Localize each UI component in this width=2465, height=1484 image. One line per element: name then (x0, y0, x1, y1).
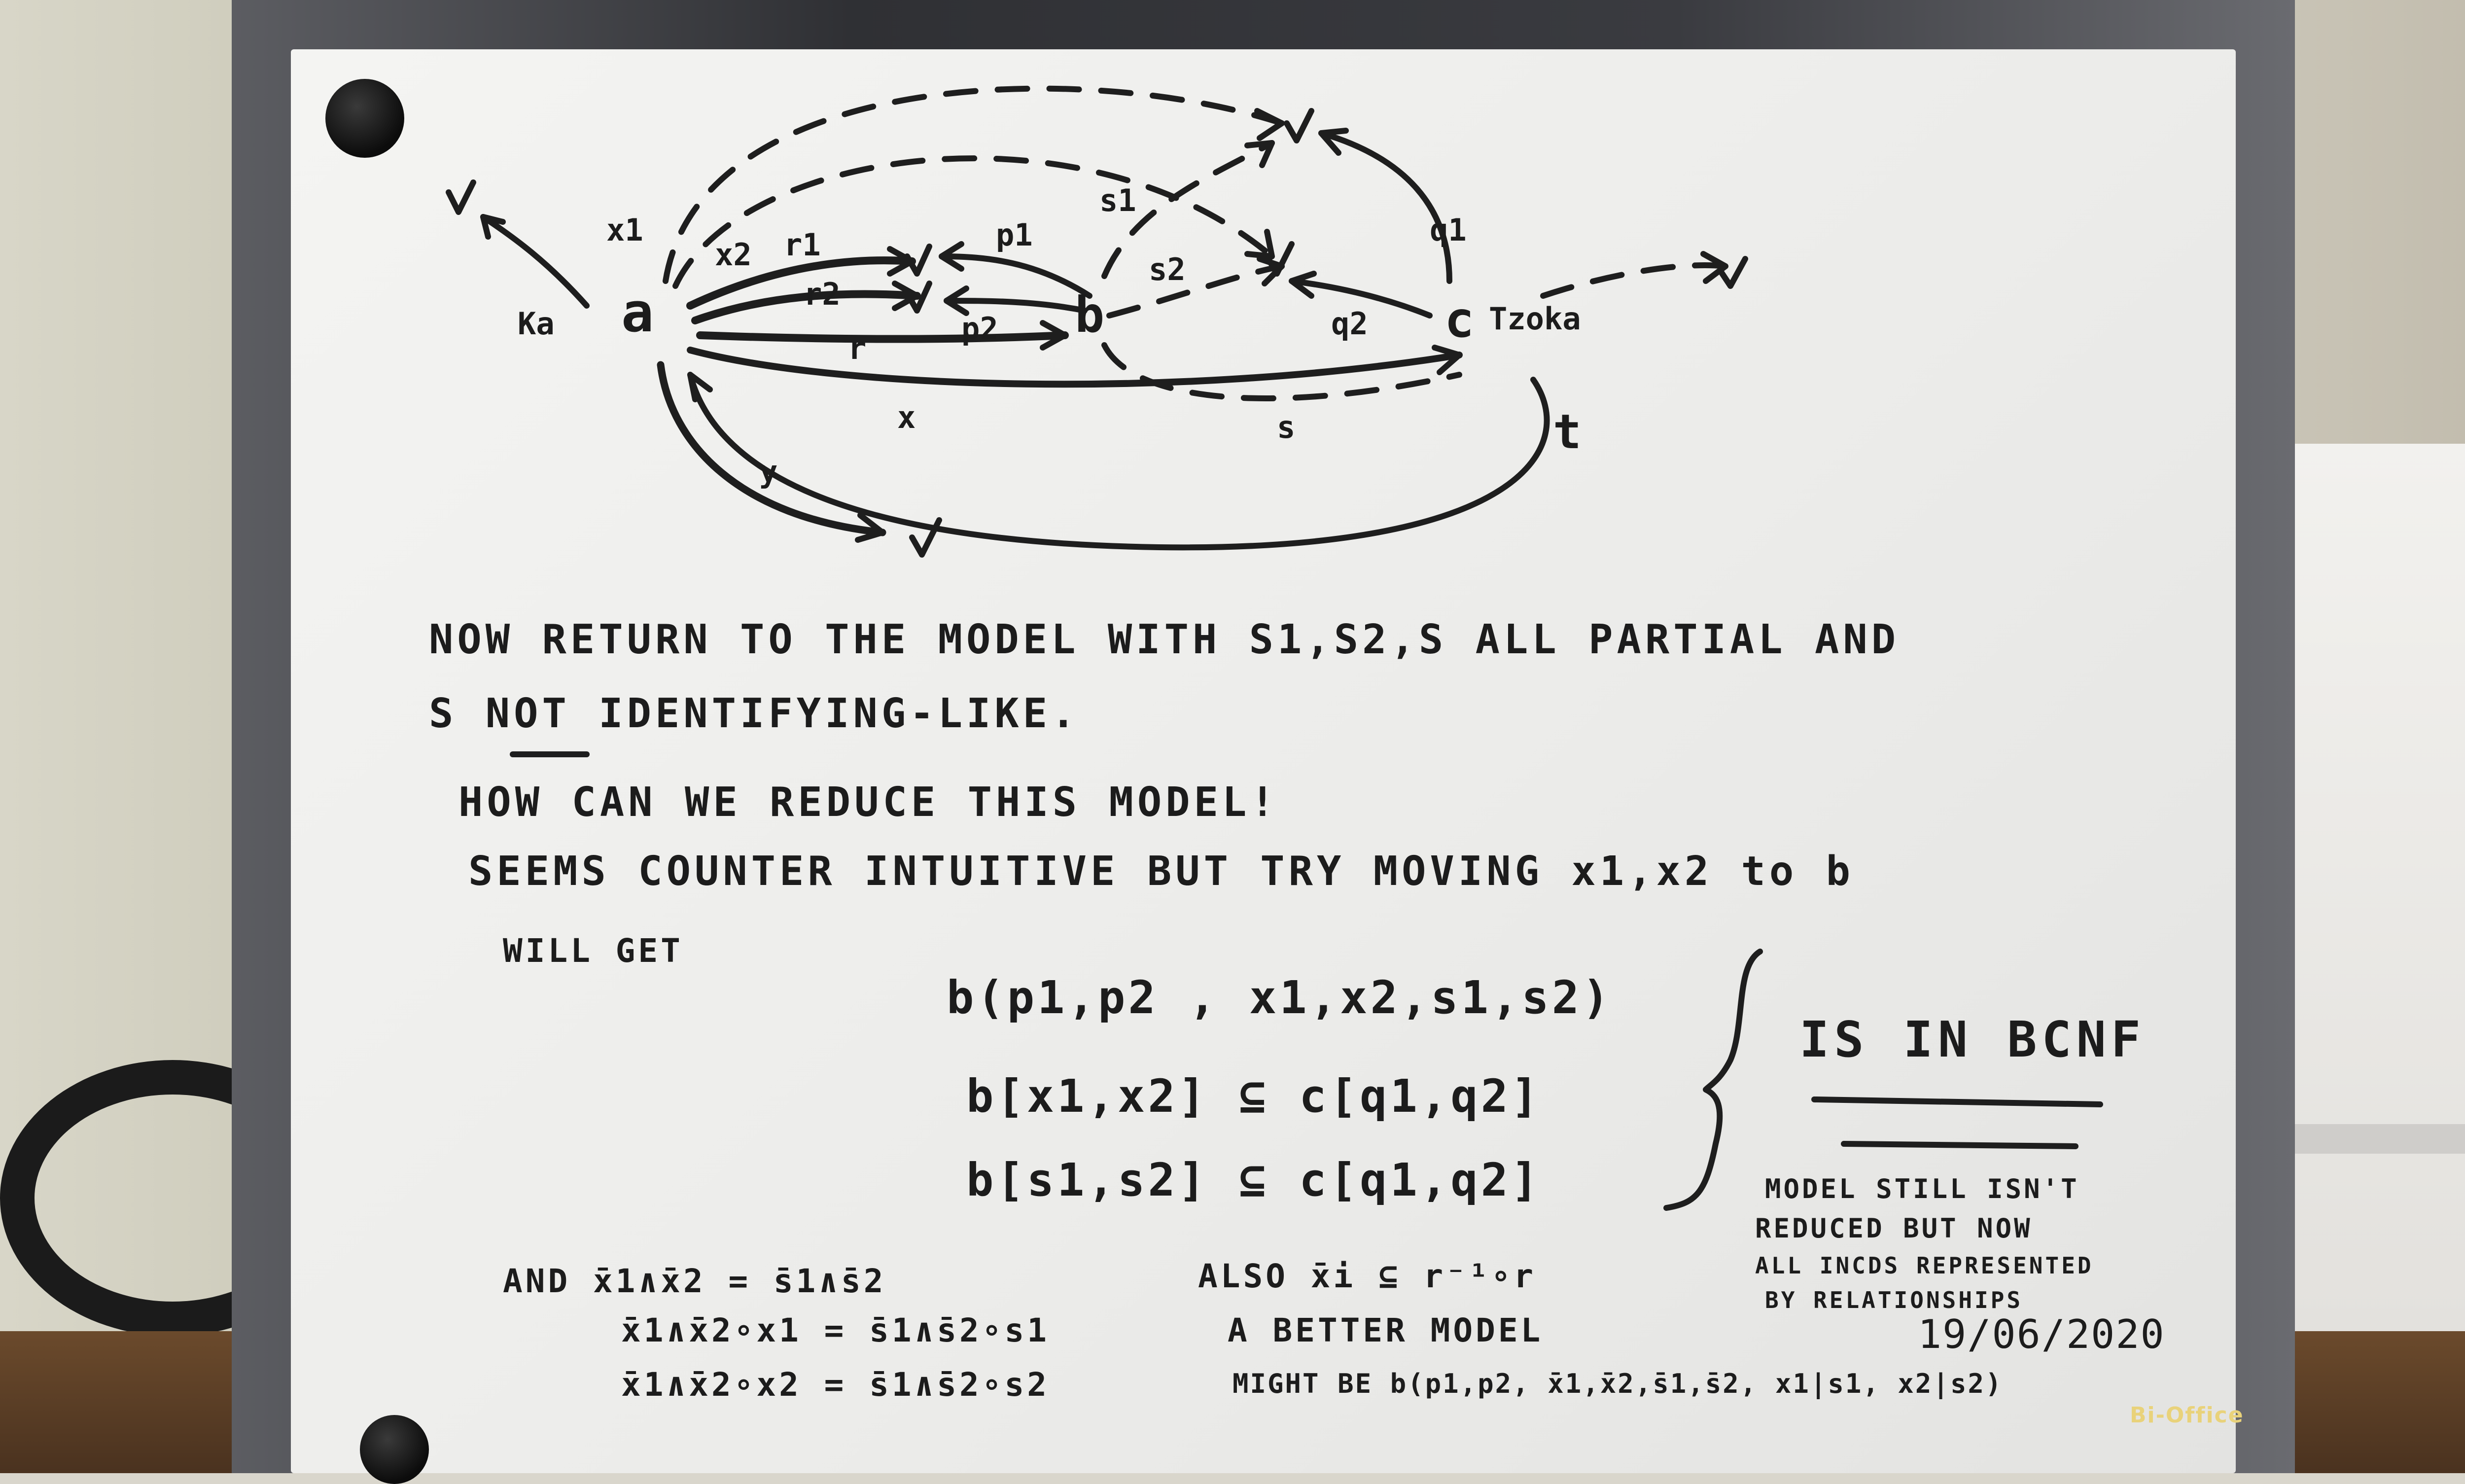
label-q1: q1 (1430, 212, 1467, 248)
arrow-r (700, 335, 1065, 339)
node-b: b (1075, 286, 1105, 344)
underline-bcnf-1 (1814, 1099, 2100, 1104)
underline-bcnf-2 (1844, 1144, 2076, 1146)
note-line-2: S NOT IDENTIFYING-LIKE. (429, 690, 1080, 737)
arrow-s2 (1109, 266, 1282, 316)
label-x2: x2 (715, 237, 752, 273)
label-x: x (897, 399, 916, 435)
arrow-tzoka (1543, 265, 1726, 296)
label-x1: x1 (606, 212, 643, 248)
date: 19/06/2020 (1918, 1311, 2165, 1357)
note-line-1: NOW RETURN TO THE MODEL WITH S1,S2,S ALL PARTIAL AND (429, 616, 1900, 663)
label-r1: r1 (784, 227, 821, 263)
arrow-p2 (947, 301, 1085, 311)
arrow-q1 (1321, 133, 1449, 281)
check-left (449, 182, 473, 212)
side-note-4: BY RELATIONSHIPS (1765, 1287, 2023, 1313)
label-p2: p2 (961, 311, 998, 347)
and-line-1: AND x̄1∧x̄2 = s̄1∧s̄2 (503, 1262, 886, 1300)
label-s1: s1 (1099, 182, 1136, 218)
equation-b-relation: b(p1,p2 , x1,x2,s1,s2) (947, 971, 1613, 1024)
equation-inclusion-x: b[x1,x2] ⊆ c[q1,q2] (966, 1070, 1542, 1123)
note-line-4: SEEMS COUNTER INTUITIVE BUT TRY MOVING x1,x2 to b (468, 848, 1855, 895)
label-r2: r2 (804, 276, 841, 312)
side-note-3: ALL INCDS REPRESENTED (1755, 1252, 2094, 1279)
label-p1: p1 (996, 217, 1033, 253)
label-t: t (1553, 404, 1582, 459)
also-line-2: A BETTER MODEL (1228, 1311, 1544, 1349)
node-c: c (1444, 291, 1475, 349)
label-y: y (759, 454, 778, 490)
side-note-2: REDUCED BUT NOW (1755, 1213, 2033, 1244)
note-line-5: WILL GET (503, 932, 683, 970)
label-ka: Ka (518, 306, 555, 342)
side-note-1: MODEL STILL ISN'T (1765, 1173, 2079, 1204)
arrow-ka (483, 217, 587, 306)
node-a: a (621, 281, 654, 344)
label-s2: s2 (1149, 251, 1186, 287)
equation-inclusion-s: b[s1,s2] ⊆ c[q1,q2] (966, 1154, 1542, 1206)
check-r1 (907, 247, 929, 274)
arrow-x (690, 350, 1459, 384)
arrowhead-s1 (1247, 143, 1272, 165)
brace (1666, 952, 1760, 1208)
label-s: s (1277, 409, 1296, 445)
and-line-3: x̄1∧x̄2∘x2 = s̄1∧s̄2∘s2 (621, 1366, 1050, 1404)
and-line-2: x̄1∧x̄2∘x1 = s̄1∧s̄2∘s1 (621, 1311, 1050, 1349)
note-bcnf: IS IN BCNF (1799, 1011, 2146, 1068)
label-tzoka: Tzoka (1489, 301, 1581, 337)
note-line-3: HOW CAN WE REDUCE THIS MODEL! (458, 779, 1279, 826)
check-top (1287, 111, 1311, 141)
also-line-3: MIGHT BE b(p1,p2, x̄1,x̄2,s̄1,s̄2, x1|s1, x2|s2) (1232, 1368, 2003, 1399)
brand-label: Bi-Office (2130, 1403, 2244, 1428)
arrowhead-top-1 (1257, 111, 1282, 138)
label-q2: q2 (1331, 306, 1368, 342)
arrow-s (1104, 345, 1459, 398)
label-r: r (848, 330, 867, 366)
also-line-1: ALSO x̄i ⊆ r⁻¹∘r (1198, 1257, 1537, 1295)
